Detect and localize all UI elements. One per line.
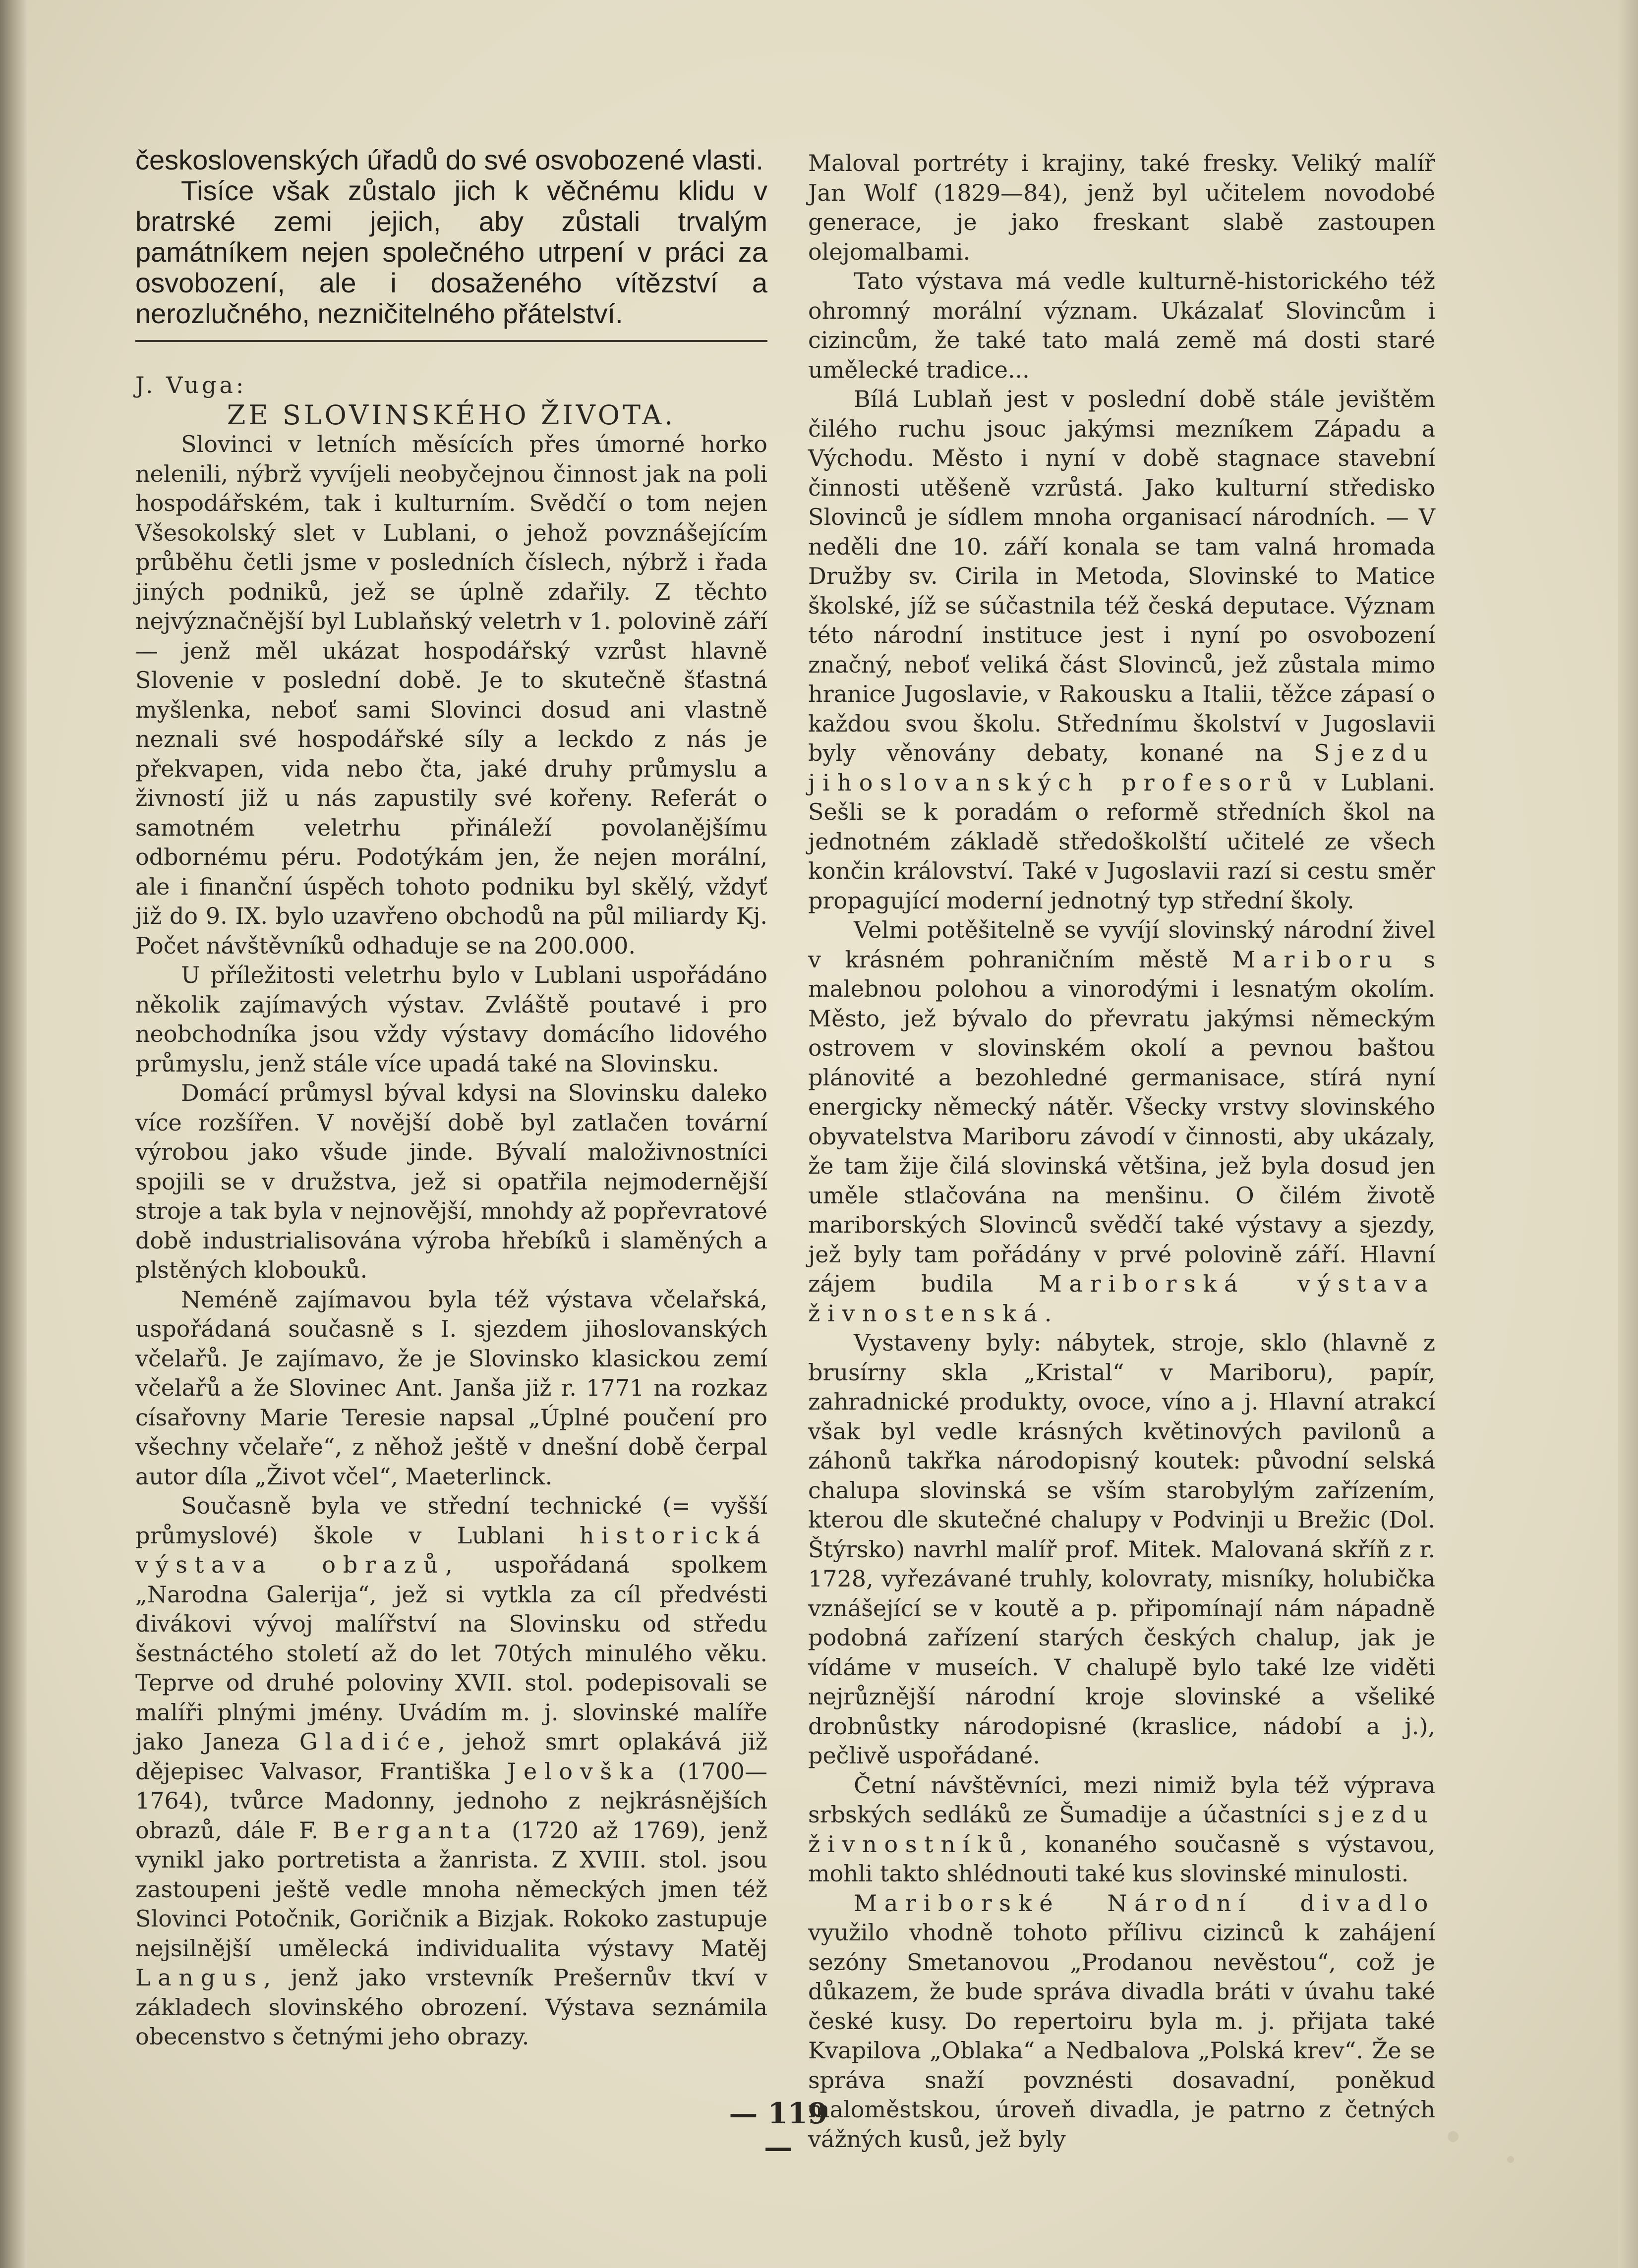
text-run: , jenž jako vrstevník Prešernův tkví v základech slovinského obrození. Výstava seznámila obecenstvo s četnými jeho obrazy. [135,1964,767,2050]
text-run: využilo vhodně tohoto přílivu cizinců k zahájení sezóny Smetanovou „Prodanou nevěstou“, což je důkazem, že bude správa divadla bráti v úvahu také české kusy. Do repertoiru byla m. j. přijata také Kvapilova „Oblaka“ a Nedbalova „Polská krev“. Že se správa snaží povznésti dosavadní, poněkud maloměstskou, úroveň divadla, je patrno z četných vážných kusů, jež byly [808,1919,1435,2153]
spaced-text: historická výstava obrazů [135,1522,767,1578]
text-run: (1720 až 1769), jenž vynikl jako portretista a žanrista. Z XVIII. stol. jsou zastoupeni ještě vedle mnoha německých jmen též Slovinci Potočnik, Goričnik a Bizjak. Rokoko zastupuje nejsilnější umělecká individualita výstavy Matěj [135,1816,767,1962]
intro-block [135,145,767,329]
spaced-text: Mariborské Národní divadlo [854,1889,1435,1917]
spaced-text: Sjezdu jihoslovanských profesorů [808,739,1435,796]
spaced-text: Gladiće [299,1728,438,1755]
intro-paragraph: Tisíce však zůstalo jich k věčnému klidu v bratrské zemi jejich, aby zůstali trvalým památníkem nejen společného utrpení v práci za osvobození, ale i dosaženého vítězství a nerozlučného, nezničitelného přátelství. [135,175,767,329]
right-column [808,149,1435,2154]
author-byline: J. Vuga: [135,372,247,398]
page-number: — 119 — [729,2097,828,2164]
spaced-text: Mariboru [1232,946,1400,973]
text-run: Velmi potěšitelně se vyvíjí slovinský národní živel v krásném pohraničním městě [808,916,1435,973]
article-paragraph: Domácí průmysl býval kdysi na Slovinsku daleko více rozšířen. V novější době byl zatlačen tovární výrobou jako všude jinde. Bývalí maloživnostníci spojili se v družstva, jež si opatřila nejmodernější stroje a tak byla v nejnovější, mnohdy až popřevratové době industrialisována výroba hřebíků i slaměných a plstěných klobouků. [135,1079,767,1283]
left-column [135,145,767,2052]
text-run: , konaného současně s výstavou, mohli takto shlédnouti také kus slovinské minulosti. [808,1830,1435,1887]
article-paragraph [135,1491,767,2052]
article-paragraph: Vystaveny byly: nábytek, stroje, sklo (hlavně z brusírny skla „Kristal“ v Mariboru), papír, zahradnické produkty, ovoce, víno a j. Hlavní atrakcí však byl vedle krásných květinových pavilonů a záhonů takřka národopisný koutek: původní selská chalupa slovinská se vším starobylým zařízením, kterou dle skutečné chalupy v Podvinji u Brežic (Dol. Štýrsko) navrhl malíř prof. Mitek. Malovaná skříň z r. 1728, vyřezávané truhly, kolovraty, misníky, holubička vznášející se v koutě a p. připomínají nám nápadně podobná zařízení starých českých chalup, jak je vídáme v museích. V chalupě bylo také lze viděti nejrůznější národní kroje slovinské a všeliké drobnůstky národopisné (kraslice, nádobí a j.), pečlivě uspořádané. [808,1329,1435,1769]
text-run: v Lublani. Sešli se k poradám o reformě středních škol na jednotném základě středoškolští učitelé ze všech končin království. Také v Jugoslavii razí si cestu směr propagující moderní jednotný typ střední školy. [808,769,1435,914]
paper-speck [1507,2156,1514,2163]
text-run: Současně byla ve střední technické (= vyšší průmyslové) škole v Lublani [135,1492,767,1549]
article-paragraph [808,385,1435,915]
text-run: . [1044,1300,1052,1327]
spaced-text: Mariborská výstava živnostenská [808,1270,1435,1327]
article-paragraph: Maloval portréty i krajiny, také fresky. Veliký malíř Jan Wolf (1829—84), jenž byl učitelem novodobé generace, je jako freskant slabě zastoupen olejomalbami. [808,150,1435,265]
intro-line: československých úřadů do své osvobozené vlasti. [135,144,763,175]
text-run: s malebnou polohou a vinorodými i lesnatým okolím. Město, jež bývalo do převratu jakýmsi německým ostrovem v slovinském okolí a pevnou baštou plánovité a bezohledné germanisace, stírá nyní energicky německý nátěr. Všecky vrstvy slovinského obyvatelstva Mariboru závodí v činnosti, aby ukázaly, že tam žije čilá slovinská většina, jež byla dosud jen uměle stlačována na menšinu. O čilém životě mariborských Slovinců svědčí také výstavy a sjezdy, jež byly tam pořádány v prvé polovině září. Hlavní zájem budila [808,946,1436,1297]
paper-speck [1448,2131,1459,2142]
text-run: , uspořádaná spolkem „Narodna Galerija“, jež si vytkla za cíl předvésti divákovi vývoj malířství na Slovinsku od středu šestnáctého století až do let 70tých minulého věku. Teprve od druhé poloviny XVII. stol. podepisovali se malíři plnými jmény. Uvádím m. j. slovinské malíře jako Janeza [135,1551,768,1755]
article-paragraph [808,1771,1435,1889]
spaced-text: Jelovška [507,1758,661,1785]
article-paragraph: Neméně zajímavou byla též výstava včelařská, uspořádaná současně s I. sjezdem jihoslovanských včelařů. Je zajímavo, že je Slovinsko klasickou zemí včelařů a že Slovinec Ant. Janša již r. 1771 na rozkaz císařovny Marie Teresie napsal „Úplné poučení pro všechny včelaře“, z něhož ještě v dnešní době čerpal autor díla „Život včel“, Maeterlinck. [135,1286,767,1490]
spaced-text: Langus [135,1964,264,1991]
text-run: Bílá Lublaň jest v poslední době stále jevištěm čilého ruchu jsouc jakýmsi mezníkem Západu a Východu. Město i nyní v době stagnace stavební činnosti utěšeně vzrůstá. Jako kulturní středisko Slovinců je sídlem mnoha organisací národních. — V neděli dne 10. září konala se tam valná hromada Družby sv. Cirila in Metoda, Slovinské to Matice školské, jíž se súčastnila též česká deputace. Význam této národní instituce jest i nyní po osvobození značný, neboť veliká část Slovinců, jež zůstala mimo hranice Jugoslavie, v Rakousku a Italii, těžce zápasí o každou svou školu. Střednímu školství v Jugoslavii byly věnovány debaty, konané na [808,386,1435,766]
section-divider [135,340,767,342]
article-paragraph: Slovinci v letních měsících přes úmorné horko nelenili, nýbrž vyvíjeli neobyčejnou činnost jak na poli hospodářském, tak i kulturním. Svědčí o tom nejen Všesokolský slet v Lublani, o jehož povznášejícím průběhu četli jsme v posledních číslech, nýbrž i řada jiných podniků, jež se úplně zdařily. Z těchto nejvýznačnější byl Lublaňský veletrh v 1. polovině září — jenž měl ukázat hospodářský vzrůst hlavně Slovenie v poslední době. Je to skutečně šťastná myšlenka, neboť sami Slovinci dosud ani vlastně neznali své hospodářské síly a leckdo z nás je překvapen, vida nebo čta, jaké druhy průmyslu a živností již u nás zapustily své kořeny. Referát o samotném veletrhu přináleží povolanějšímu odbornému péru. Podotýkám jen, že nejen morální, ale i finanční úspěch tohoto podniku byl skělý, vždyť již do 9. IX. bylo uzavřeno obchodů na půl miliardy Kj. Počet návštěvníků odhaduje se na 200.000. [135,431,767,959]
article-paragraph [808,1889,1435,2155]
spaced-text: Berganta [332,1816,498,1844]
text-run: Četní návštěvníci, mezi nimiž byla též výprava srbských sedláků ze Šumadije a účastníci [808,1771,1435,1828]
text-run: (1700—1764), tvůrce Madonny, jednoho z nejkrásnějších obrazů, dále F. [135,1758,767,1844]
page-edge [1618,0,1638,2268]
article-paragraph: U příležitosti veletrhu bylo v Lublani uspořádáno několik zajímavých výstav. Zvláště poutavé i pro neobchodníka jsou vždy výstavy domácího lidového průmyslu, jenž stále více upadá také na Slovinsku. [135,962,767,1077]
text-run: , jehož smrt oplakává již dějepisec Valvasor, Františka [135,1728,767,1785]
article-paragraph [808,915,1435,1328]
article-paragraph: Tato výstava má vedle kulturně-historického též ohromný morální význam. Ukázalať Slovincům i cizincům, že také tato malá země má dosti staré umělecké tradice... [808,268,1435,383]
article-title: ZE SLOVINSKÉHO ŽIVOTA. [227,399,676,431]
spaced-text: sjezdu živnostníků [808,1801,1435,1858]
book-spine-shadow [0,0,27,2268]
